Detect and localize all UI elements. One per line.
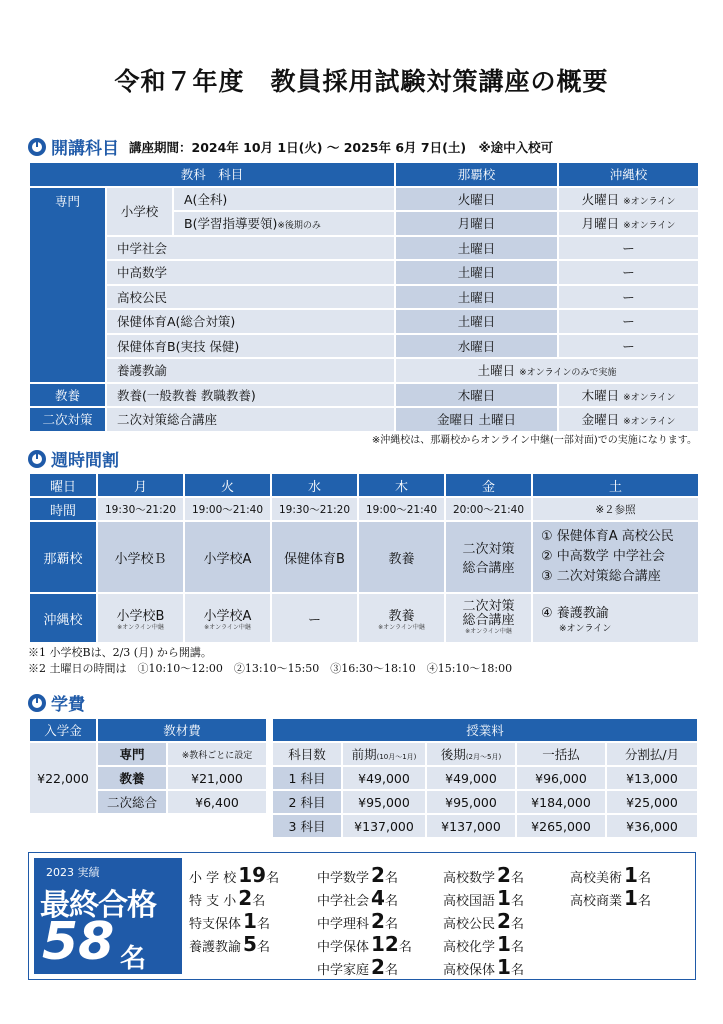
result-item: 高校化学 1名 [443,932,524,956]
th-subject: 教科 科目 [29,162,395,187]
section-title: 開講科目 [51,139,119,159]
th-thu: 木 [358,473,445,497]
material-name: 教養 [97,766,167,790]
th-first-term: 前期(10月〜1月) [342,742,426,766]
section-fees-header [28,690,85,715]
course-name: A(全科) [173,187,395,212]
th-wed: 水 [271,473,358,497]
cat-kyoyo: 教養 [29,383,106,408]
course-name: 保健体育B(実技 保健) [106,334,395,359]
tuition-count: 2 科目 [272,790,342,814]
result-item: 特支保体 1名 [189,909,270,933]
timetable-note-2: ※2 土曜日の時間は ①10:10〜12:00 ②13:10〜15:50 ③16:30〜18:10 ④15:10〜18:00 [28,662,513,675]
result-item: 高校国語 1名 [443,886,524,910]
tuition-monthly: ¥25,000 [606,790,698,814]
result-item: 中学保体 12名 [317,932,412,956]
results-box [28,852,696,980]
oki-wed: ー [271,593,358,643]
section-marker-icon [28,450,46,468]
okinawa-day: 金曜日 ※オンライン [558,407,699,432]
row-naha-label: 那覇校 [29,521,97,593]
naha-day: 金曜日 土曜日 [395,407,558,432]
th-tue: 火 [184,473,271,497]
th-okinawa: 沖縄校 [558,162,699,187]
time-wed: 19:30〜21:20 [271,497,358,521]
th-lump-sum: 一括払 [516,742,606,766]
tuition-count: 1 科目 [272,766,342,790]
th-day-label: 曜日 [29,473,97,497]
row-okinawa-label: 沖縄校 [29,593,97,643]
results-badge [34,858,182,974]
section-courses-header [28,134,553,159]
tuition-first: ¥137,000 [342,814,426,838]
course-period: 講座期間：2024年 10月 1日(火) 〜 2025年 6月 7日(土) ※途中入校可 [129,139,554,155]
course-name: 教養(一般教養 教職教養) [106,383,395,408]
oki-tue: 小学校A ※オンライン中継 [184,593,271,643]
course-name: 二次対策総合講座 [106,407,395,432]
okinawa-footnote: ※沖縄校は、那覇校からオンライン中継(一部対面)での実施になります。 [371,435,697,446]
okinawa-day: 月曜日 ※オンライン [558,211,699,236]
section-title: 週時間割 [51,451,119,471]
okinawa-day: ー [558,334,699,359]
course-name: B(学習指導要領)※後期のみ [173,211,395,236]
result-item: 養護教諭 5名 [189,932,270,956]
th-mon: 月 [97,473,184,497]
result-item: 高校公民 2名 [443,909,524,933]
okinawa-day: ー [558,260,699,285]
oki-mon: 小学校B ※オンライン中継 [97,593,184,643]
result-item: 中学社会 4名 [317,886,398,910]
naha-day: 月曜日 [395,211,558,236]
result-item: 中学数学 2名 [317,863,398,887]
course-name: 中高数学 [106,260,395,285]
tuition-lump: ¥184,000 [516,790,606,814]
time-tue: 19:00〜21:40 [184,497,271,521]
result-item: 中学理科 2名 [317,909,398,933]
cat-shogakko: 小学校 [106,187,173,236]
course-name: 保健体育A(総合対策) [106,309,395,334]
naha-mon: 小学校Ｂ [97,521,184,593]
naha-tue: 小学校A [184,521,271,593]
result-item: 高校商業 1名 [570,886,651,910]
tuition-lump: ¥265,000 [516,814,606,838]
th-fri: 金 [445,473,532,497]
tuition-monthly: ¥13,000 [606,766,698,790]
okinawa-day: ー [558,309,699,334]
page-title: 令和７年度 教員採用試験対策講座の概要 [114,67,609,96]
tuition-second: ¥95,000 [426,790,516,814]
naha-wed: 保健体育B [271,521,358,593]
tuition-table [271,717,699,839]
material-name: 二次総合 [97,790,167,814]
both-schools-day: 土曜日 ※オンラインのみで実施 [395,358,699,383]
course-name: 高校公民 [106,285,395,310]
section-marker-icon [28,694,46,712]
th-subject-count: 科目数 [272,742,342,766]
th-monthly: 分割払/月 [606,742,698,766]
tuition-lump: ¥96,000 [516,766,606,790]
result-item: 中学家庭 2名 [317,955,398,979]
tuition-first: ¥49,000 [342,766,426,790]
naha-day: 木曜日 [395,383,558,408]
results-unit: 名 [120,944,147,974]
material-price: ※教科ごとに設定 [167,742,267,766]
tuition-monthly: ¥36,000 [606,814,698,838]
result-item: 高校数学 2名 [443,863,524,887]
enrollment-fee: ¥22,000 [29,742,97,814]
section-timetable-header [28,446,119,471]
okinawa-day: ー [558,236,699,261]
th-enrollment: 入学金 [29,718,97,742]
time-mon: 19:30〜21:20 [97,497,184,521]
section-marker-icon [28,138,46,156]
result-item: 高校美術 1名 [570,863,651,887]
material-price: ¥6,400 [167,790,267,814]
th-naha: 那覇校 [395,162,558,187]
naha-day: 土曜日 [395,260,558,285]
oki-fri: 二次対策 総合講座 ※オンライン中継 [445,593,532,643]
okinawa-day: 木曜日 ※オンライン [558,383,699,408]
cat-niji: 二次対策 [29,407,106,432]
timetable-note-1: ※1 小学校Bは、2/3 (月) から開講。 [28,646,212,659]
oki-sat: ④ 養護教諭 ※オンライン [532,593,699,643]
result-item: 高校保体 1名 [443,955,524,979]
result-item: 小 学 校 19名 [189,863,280,887]
okinawa-day: ー [558,285,699,310]
fees-left-table [28,717,268,815]
time-sat: ※２参照 [532,497,699,521]
material-price: ¥21,000 [167,766,267,790]
course-name: 中学社会 [106,236,395,261]
naha-thu: 教養 [358,521,445,593]
tuition-second: ¥49,000 [426,766,516,790]
courses-table [28,161,700,433]
results-total: 58 [42,912,115,972]
naha-day: 火曜日 [395,187,558,212]
tuition-first: ¥95,000 [342,790,426,814]
section-title: 学費 [51,695,85,715]
cat-senmon: 専門 [29,187,106,383]
results-label: 最終合格 [40,888,156,923]
material-name: 専門 [97,742,167,766]
naha-day: 土曜日 [395,236,558,261]
naha-fri: 二次対策 総合講座 [445,521,532,593]
course-name: 養護教諭 [106,358,395,383]
naha-day: 水曜日 [395,334,558,359]
th-second-term: 後期(2月〜5月) [426,742,516,766]
tuition-second: ¥137,000 [426,814,516,838]
timetable [28,472,700,644]
okinawa-day: 火曜日 ※オンライン [558,187,699,212]
th-materials: 教材費 [97,718,267,742]
oki-thu: 教養 ※オンライン中継 [358,593,445,643]
naha-day: 土曜日 [395,285,558,310]
tuition-count: 3 科目 [272,814,342,838]
result-item: 特 支 小 2名 [189,886,266,910]
time-fri: 20:00〜21:40 [445,497,532,521]
time-thu: 19:00〜21:40 [358,497,445,521]
naha-day: 土曜日 [395,309,558,334]
th-tuition: 授業料 [272,718,698,742]
time-label: 時間 [29,497,97,521]
results-year: 2023 実績 [46,866,100,879]
th-sat: 土 [532,473,699,497]
naha-sat: ① 保健体育A 高校公民 ② 中高数学 中学社会 ③ 二次対策総合講座 [532,521,699,593]
